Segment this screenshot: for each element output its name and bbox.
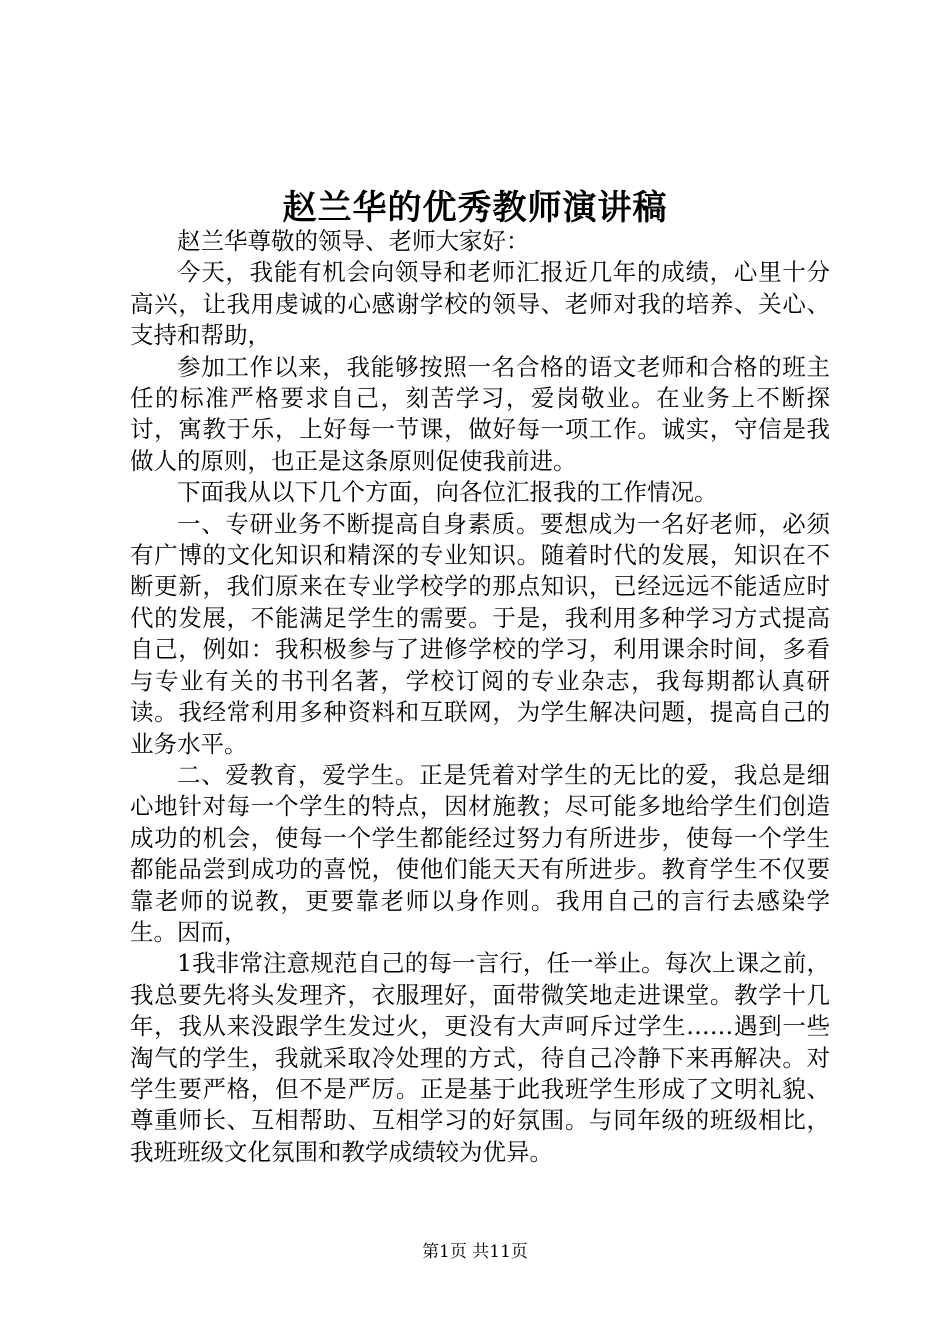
paragraph-section-one: 一、专研业务不断提高自身素质。要想成为一名好老师，必须有广博的文化知识和精深的专业知识。随着时代的发展，知识在不断更新，我们原来在专业学校学的那点知识，已经远远不能适应时代的发展，不能满足学生的需要。于是，我利用多种学习方式提高自己，例如：我积极参与了进修学校的学习，利用课余时间，多看与专业有关的书刊名著，学校订阅的专业杂志，我每期都认真研读。我经常利用多种资料和互联网，为学生解决问题，提高自己的业务水平。: [130, 509, 830, 758]
paragraph-report-intro: 下面我从以下几个方面，向各位汇报我的工作情况。: [177, 478, 718, 507]
page-footer: 第1页 共11页: [422, 1242, 528, 1262]
paragraph-section-two: 二、爱教育，爱学生。正是凭着对学生的无比的爱，我总是细心地针对每一个学生的特点，因材施教；尽可能多地给学生们创造成功的机会，使每一个学生都能经过努力有所进步，使每一个学生都能品尝到成功的喜悦，使他们能天天有所进步。教育学生不仅要靠老师的说教，更要靠老师以身作则。我用自己的言行去感染学生。因而，: [130, 760, 830, 946]
paragraph-point-one: 1我非常注意规范自己的每一言行，任一举止。每次上课之前，我总要先将头发理齐，衣服理好，面带微笑地走进课堂。教学十几年，我从来没跟学生发过火，更没有大声呵斥过学生……遇到一些淘气的学生，我就采取冷处理的方式，待自己冷静下来再解决。对学生要严格，但不是严厉。正是基于此我班学生形成了文明礼貌、尊重师长、互相帮助、互相学习的好氛围。与同年级的班级相比，我班班级文化氛围和教学成绩较为优异。: [130, 949, 830, 1166]
paragraph-greeting: 赵兰华尊敬的领导、老师大家好：: [177, 227, 530, 255]
paragraph-work-attitude: 参加工作以来，我能够按照一名合格的语文老师和合格的班主任的标准严格要求自己，刻苦学习，爱岗敬业。在业务上不断探讨，寓教于乐，上好每一节课，做好每一项工作。诚实，守信是我做人的原则，也正是这条原则促使我前进。: [130, 352, 830, 475]
document-title: 赵兰华的优秀教师演讲稿: [282, 188, 668, 228]
paragraph-thanks: 今天，我能有机会向领导和老师汇报近几年的成绩，心里十分高兴，让我用虔诚的心感谢学校的领导、老师对我的培养、关心、支持和帮助，: [130, 258, 830, 350]
document-body: [130, 226, 830, 1168]
